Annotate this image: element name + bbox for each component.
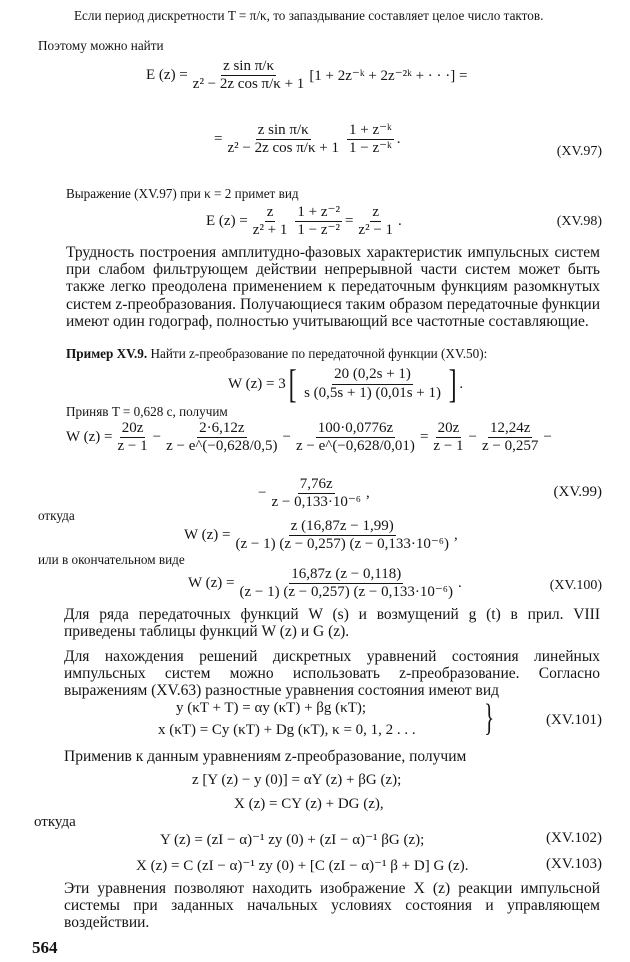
- equation-103: X (z) = C (zI − α)⁻¹ zy (0) + [C (zI − α)⁻¹ β + D] G (z).: [136, 858, 469, 874]
- w-fraction2: [164, 420, 279, 456]
- ex-denominator: s (0,5s + 1) (0,01s + 1): [304, 384, 441, 401]
- equation-wz-expand: [66, 420, 552, 456]
- eq98-fraction2: [295, 204, 342, 240]
- eq1b-eq: =: [214, 131, 223, 148]
- page-number: 564: [32, 938, 58, 957]
- e100-fraction: [238, 566, 455, 602]
- eq1b-numerator2: 1 + z⁻ᵏ: [347, 122, 394, 140]
- e1-numerator: z (16,87z − 1,99): [289, 518, 396, 536]
- ex-lhs: W (z) = 3: [228, 375, 286, 392]
- eq1b-denominator: z² − 2z cos π/κ + 1: [227, 140, 339, 157]
- equation-number-99: (XV.99): [553, 484, 602, 500]
- e1-fraction: [234, 518, 451, 554]
- eq98-num1: z: [265, 204, 276, 222]
- eq98-num2: 1 + z⁻²: [295, 204, 342, 222]
- w-minus3: −: [468, 429, 477, 446]
- equation-wz-row2: − $\frac{7,76z}{\text{z − 0,133·10⁻⁶}}$ ,: [258, 476, 370, 511]
- state-eq-2: x (κT) = Cy (κT) + Dg (κT), κ = 0, 1, 2 . . .: [158, 722, 416, 738]
- w2-minus: −: [258, 485, 267, 502]
- equation-102: Y (z) = (zI − α)⁻¹ zy (0) + (zI − α)⁻¹ βG (z);: [160, 832, 425, 848]
- text-line-expression: Выражение (XV.97) при κ = 2 примет вид: [66, 186, 299, 201]
- eq1-series: [1 + 2z⁻ᵏ + 2z⁻²ᵏ + · · ·] =: [309, 68, 468, 85]
- w-eq: =: [419, 429, 429, 446]
- example-title: Пример XV.9.: [66, 346, 148, 361]
- eq1b-denominator2: 1 − z⁻ᵏ: [349, 140, 392, 157]
- eq98-fraction1: [251, 204, 290, 240]
- eq98-den3: z² − 1: [358, 222, 394, 239]
- paragraph-state-equations: Для нахождения решений дискретных уравнений состояния линейных импульсных систем можно использовать z-преобразование. Согласно выражениям (XV.63) разностные уравнения состояния имеют вид: [64, 648, 600, 700]
- w-den2: z − e^(−0,628/0,5): [166, 438, 278, 455]
- eq98-eq: =: [344, 213, 354, 230]
- w-den3: z − e^(−0,628/0,01): [296, 438, 415, 455]
- equation-wz-combined: W (z) = $\frac{z (16,87z - 1,99)}{\text{(z − 1) (z − 0,257) (z − 0,133·10⁻⁶)}}$ ,: [184, 518, 458, 553]
- e1-lhs: W (z) =: [184, 527, 231, 544]
- e100-lhs: W (z) =: [188, 575, 235, 592]
- eq1-numerator: z sin π/κ: [221, 58, 276, 76]
- equation-number-100: (XV.100): [549, 578, 602, 593]
- w-fraction5: [480, 420, 540, 456]
- paragraph-applying: Применив к данным уравнениям z-преобразование, получим: [64, 748, 467, 765]
- eq98-fraction3: [356, 204, 395, 240]
- w2-numerator: 7,76z: [298, 476, 335, 494]
- text-whence-2: откуда: [34, 814, 76, 830]
- equation-number-102: (XV.102): [546, 830, 602, 846]
- ex-numerator: 20 (0,2s + 1): [332, 366, 413, 384]
- paragraph-conclusion: Эти уравнения позволяют находить изображение X (z) реакции импульсной системы при заданных начальных условиях состояния и управляющем воздействии.: [64, 880, 600, 932]
- equation-number-103: (XV.103): [546, 856, 602, 872]
- e1-denominator: (z − 1) (z − 0,257) (z − 0,133·10⁻⁶): [235, 536, 449, 553]
- w-minus4: −: [543, 429, 552, 446]
- eq1b-fraction: [225, 122, 341, 158]
- w-num2: 2·6,12z: [197, 420, 246, 438]
- w-num5: 12,24z: [488, 420, 532, 438]
- equation-number-98: (XV.98): [556, 214, 602, 229]
- example-heading: [66, 346, 487, 362]
- example-equation: W (z) = 3 [ $\frac{20 (0,2s + 1)}{s (0,5s + 1) (0,01s + 1)}$ ] .: [228, 361, 464, 406]
- text-whence-1: откуда: [38, 508, 75, 523]
- text-line-taking-t: Приняв T = 0,628 с, получим: [66, 404, 228, 419]
- w-den4: z − 1: [433, 438, 464, 455]
- w-minus1: −: [152, 429, 162, 446]
- eq98-den2: 1 − z⁻²: [297, 222, 340, 239]
- eq98-den1: z² + 1: [252, 222, 288, 239]
- equation-ez-row2: = $\frac{\text{z sin π/κ}}{\text{z² − 2z cos π/κ + 1}}$ $\frac{\text{1 + z⁻ᵏ}}{\text{1 − z⁻ᵏ}}$ .: [214, 122, 401, 157]
- equation-number-101: (XV.101): [546, 712, 602, 728]
- w2-denominator: z − 0,133·10⁻⁶: [271, 494, 361, 511]
- eq1b-numerator: z sin π/κ: [256, 122, 311, 140]
- w-den1: z − 1: [117, 438, 148, 455]
- w-fraction3: [294, 420, 417, 456]
- equation-number-97: (XV.97): [556, 144, 602, 159]
- right-brace: }: [484, 697, 495, 739]
- w-minus2: −: [282, 429, 291, 446]
- eq1b-fraction2: [347, 122, 394, 158]
- z-eq-2: X (z) = CY (z) + DG (z),: [234, 796, 384, 812]
- w-fraction4: [431, 420, 465, 456]
- e100-denominator: (z − 1) (z − 0,257) (z − 0,133·10⁻⁶): [239, 584, 453, 601]
- eq1-fraction: [191, 58, 307, 94]
- text-final-form: или в окончательном виде: [38, 552, 185, 567]
- eq1-denominator: z² − 2z cos π/κ + 1: [192, 76, 305, 93]
- equation-98: E (z) = $\frac{z}{\text{z² + 1}}$ $\frac{\text{1 + z⁻²}}{\text{1 − z⁻²}}$ = $\frac{z}{\text{z² − 1}}$ .: [206, 204, 402, 239]
- eq1-lhs: E (z) =: [146, 67, 188, 84]
- w-num4: 20z: [436, 420, 462, 438]
- w-num3: 100·0,0776z: [316, 420, 395, 438]
- equation-100: W (z) = $\frac{16,87z (z - 0,118)}{\text{(z − 1) (z − 0,257) (z − 0,133·10⁻⁶)}}$ .: [188, 566, 462, 601]
- equation-ez-row1: [146, 58, 468, 94]
- e100-numerator: 16,87z (z − 0,118): [289, 566, 403, 584]
- text-line-find: Поэтому можно найти: [38, 38, 164, 53]
- eq98-lhs: E (z) =: [206, 213, 248, 230]
- w-den5: z − 0,257: [482, 438, 539, 455]
- w-lhs: W (z) =: [66, 429, 113, 446]
- z-eq-1: z [Y (z) − y (0)] = αY (z) + βG (z);: [192, 772, 402, 788]
- paragraph-difficulty: Трудность построения амплитудно-фазовых характеристик импульсных систем при слабом фильтрующем действии непрерывной части систем может быть также легко преодолена применением к передаточным функциям разомкнутых систем z-преобразования. Получающиеся таким образом передаточные функции имеют один годограф, полностью учитывающий все частотные составляющие.: [66, 244, 600, 330]
- w2-fraction: [269, 476, 363, 512]
- w-fraction1: [116, 420, 150, 456]
- example-text: Найти z-преобразование по передаточной функции (XV.50):: [150, 346, 488, 361]
- state-eq-1: y (κT + T) = αy (κT) + βg (κT);: [176, 700, 367, 716]
- w-num1: 20z: [120, 420, 146, 438]
- ex-fraction: [302, 366, 443, 402]
- text-line-period: Если период дискретности T = π/κ, то запаздывание составляет целое число тактов.: [74, 8, 544, 23]
- eq98-num3: z: [370, 204, 381, 222]
- paragraph-tables: Для ряда передаточных функций W (s) и возмущений g (t) в прил. VIII приведены таблицы функций W (z) и G (z).: [64, 606, 600, 641]
